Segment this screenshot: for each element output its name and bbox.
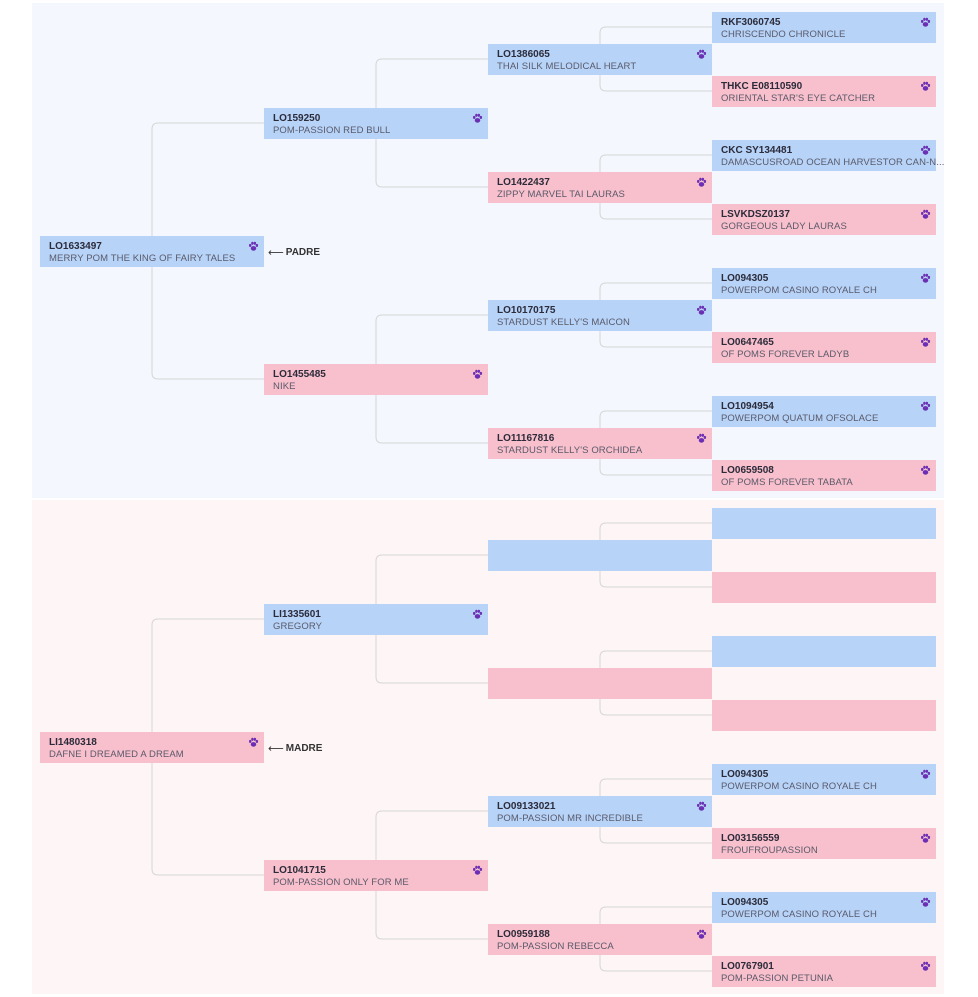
pedigree-card[interactable] — [488, 44, 712, 75]
paw-icon[interactable] — [920, 897, 931, 908]
pedigree-card[interactable] — [488, 300, 712, 331]
pedigree-card[interactable] — [712, 396, 936, 427]
paw-icon[interactable] — [920, 17, 931, 28]
paw-icon[interactable] — [920, 337, 931, 348]
registration-number: LO03156559 — [721, 833, 780, 844]
dog-name: POM-PASSION REBECCA — [497, 941, 614, 952]
pedigree-card[interactable] — [712, 956, 936, 987]
pedigree-card[interactable] — [712, 12, 936, 43]
paw-icon[interactable] — [248, 241, 259, 252]
paw-icon[interactable] — [248, 737, 259, 748]
pedigree-card[interactable] — [712, 460, 936, 491]
pedigree-card[interactable] — [712, 764, 936, 795]
pedigree-card[interactable] — [712, 572, 936, 603]
paw-icon[interactable] — [696, 433, 707, 444]
paw-icon[interactable] — [472, 609, 483, 620]
arrow-left-icon: ⟵ — [268, 743, 284, 755]
registration-number: LO1094954 — [721, 401, 774, 412]
dog-name: POWERPOM CASINO ROYALE CH — [721, 285, 877, 296]
pedigree-card[interactable] — [488, 172, 712, 203]
pedigree-card[interactable] — [712, 332, 936, 363]
dog-name: MERRY POM THE KING OF FAIRY TALES — [49, 253, 236, 264]
paw-icon[interactable] — [472, 865, 483, 876]
pedigree-card[interactable] — [264, 364, 488, 395]
paw-icon[interactable] — [920, 81, 931, 92]
pedigree-card[interactable] — [712, 140, 945, 171]
dog-name: POM-PASSION MR INCREDIBLE — [497, 813, 643, 824]
registration-number: LI1335601 — [273, 609, 321, 620]
registration-number: LO0659508 — [721, 465, 774, 476]
dog-name: GREGORY — [273, 621, 323, 632]
paw-icon[interactable] — [920, 833, 931, 844]
registration-number: LO10170175 — [497, 305, 556, 316]
dog-name: POWERPOM CASINO ROYALE CH — [721, 909, 877, 920]
registration-number: LSVKDSZ0137 — [721, 209, 790, 220]
registration-number: LO094305 — [721, 273, 769, 284]
registration-number: LO1386065 — [497, 49, 550, 60]
paw-icon[interactable] — [920, 145, 931, 156]
paw-icon[interactable] — [696, 801, 707, 812]
pedigree-card[interactable] — [40, 732, 264, 763]
pedigree-card[interactable] — [488, 428, 712, 459]
pedigree-card[interactable] — [712, 76, 936, 107]
dog-name: STARDUST KELLY'S ORCHIDEA — [497, 445, 643, 456]
registration-number: LO0767901 — [721, 961, 774, 972]
pedigree-card[interactable] — [712, 700, 936, 731]
sire-label-text: PADRE — [285, 247, 321, 258]
registration-number: LO0647465 — [721, 337, 774, 348]
pedigree-card[interactable] — [712, 268, 936, 299]
dog-name: OF POMS FOREVER TABATA — [721, 477, 853, 488]
paw-icon[interactable] — [696, 305, 707, 316]
dog-name: POWERPOM QUATUM OFSOLACE — [721, 413, 879, 424]
paw-icon[interactable] — [920, 401, 931, 412]
paw-icon[interactable] — [696, 929, 707, 940]
dog-name: DAFNE I DREAMED A DREAM — [49, 749, 184, 760]
dam-label-text: MADRE — [285, 743, 323, 754]
pedigree-card[interactable] — [488, 796, 712, 827]
paw-icon[interactable] — [472, 113, 483, 124]
registration-number: LO1041715 — [273, 865, 326, 876]
dog-name: ZIPPY MARVEL TAI LAURAS — [497, 189, 625, 200]
paw-icon[interactable] — [920, 273, 931, 284]
pedigree-card[interactable] — [40, 236, 264, 267]
dog-name: STARDUST KELLY'S MAICON — [497, 317, 630, 328]
dog-name: ORIENTAL STAR'S EYE CATCHER — [721, 93, 876, 104]
registration-number: LO1422437 — [497, 177, 550, 188]
pedigree-card[interactable] — [264, 108, 488, 139]
paw-icon[interactable] — [472, 369, 483, 380]
paw-icon[interactable] — [920, 961, 931, 972]
pedigree-card[interactable] — [712, 204, 936, 235]
registration-number: LO1633497 — [49, 241, 102, 252]
registration-number: LO094305 — [721, 897, 769, 908]
registration-number: LO159250 — [273, 113, 321, 124]
registration-number: LO11167816 — [497, 433, 555, 444]
registration-number: LO0959188 — [497, 929, 550, 940]
dog-name: GORGEOUS LADY LAURAS — [721, 221, 847, 232]
pedigree-card[interactable] — [712, 508, 936, 539]
dog-name: POM-PASSION ONLY FOR ME — [273, 877, 409, 888]
dog-name: FROUFROUPASSION — [721, 845, 818, 856]
registration-number: LO1455485 — [273, 369, 326, 380]
arrow-left-icon: ⟵ — [268, 247, 284, 259]
paw-icon[interactable] — [696, 177, 707, 188]
pedigree-card[interactable] — [264, 860, 488, 891]
pedigree-card[interactable] — [488, 924, 712, 955]
pedigree-card[interactable] — [712, 828, 936, 859]
registration-number: THKC E08110590 — [721, 81, 803, 92]
dog-name: NIKE — [273, 381, 296, 392]
paw-icon[interactable] — [920, 209, 931, 220]
pedigree-card[interactable] — [488, 668, 712, 699]
dam-label — [268, 742, 322, 755]
registration-number: RKF3060745 — [721, 17, 781, 28]
paw-icon[interactable] — [696, 49, 707, 60]
pedigree-card[interactable] — [488, 540, 712, 571]
pedigree-card[interactable] — [712, 892, 936, 923]
paw-icon[interactable] — [920, 465, 931, 476]
dog-name: CHRISCENDO CHRONICLE — [721, 29, 846, 40]
registration-number: LO09133021 — [497, 801, 556, 812]
registration-number: LO094305 — [721, 769, 769, 780]
registration-number: LI1480318 — [49, 737, 97, 748]
dog-name: POM-PASSION RED BULL — [273, 125, 391, 136]
sire-label — [268, 246, 320, 259]
dog-name: POWERPOM CASINO ROYALE CH — [721, 781, 877, 792]
dog-name: DAMASCUSROAD OCEAN HARVESTOR CAN-N... — [721, 157, 945, 168]
dog-name: POM-PASSION PETUNIA — [721, 973, 834, 984]
pedigree-card[interactable] — [712, 636, 936, 667]
dog-name: THAI SILK MELODICAL HEART — [497, 61, 637, 72]
pedigree-card[interactable] — [264, 604, 488, 635]
dog-name: OF POMS FOREVER LADYB — [721, 349, 850, 360]
paw-icon[interactable] — [920, 769, 931, 780]
registration-number: CKC SY134481 — [721, 145, 793, 156]
